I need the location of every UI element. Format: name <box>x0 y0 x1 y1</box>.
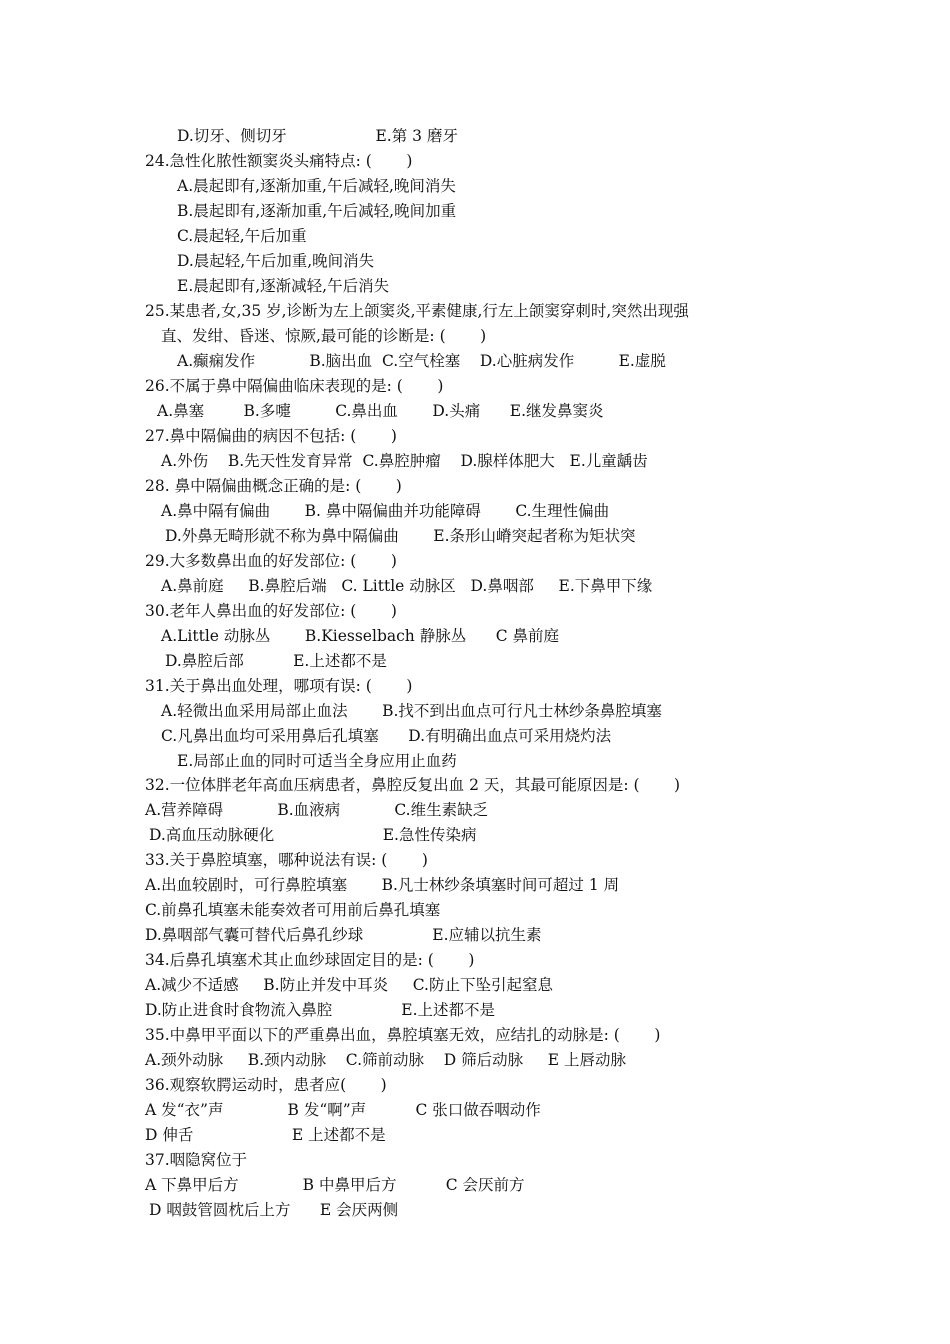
options-35: A.颈外动脉 B.颈内动脉 C.筛前动脉 D 筛后动脉 E 上唇动脉 <box>145 1051 626 1069</box>
option-24b: B.晨起即有,逐渐加重,午后减轻,晚间加重 <box>177 202 457 220</box>
question-25: 25.某患者,女,35 岁,诊断为左上颌窦炎,平素健康,行左上颌窦穿刺时,突然出现强 <box>145 302 689 320</box>
options-26: A.鼻塞 B.多嚏 C.鼻出血 D.头痛 E.继发鼻窦炎 <box>157 402 604 420</box>
options-36-line1: A 发“衣”声 B 发“啊”声 C 张口做吞咽动作 <box>145 1101 541 1119</box>
options-33-line1: A.出血较剧时，可行鼻腔填塞 B.凡士林纱条填塞时间可超过 1 周 <box>145 876 620 894</box>
options-28-line1: A.鼻中隔有偏曲 B. 鼻中隔偏曲并功能障碍 C.生理性偏曲 <box>161 502 610 520</box>
option-24a: A.晨起即有,逐渐加重,午后减轻,晚间消失 <box>177 177 456 195</box>
question-30: 30.老年人鼻出血的好发部位: ( ) <box>145 602 397 620</box>
options-33-line3: D.鼻咽部气囊可替代后鼻孔纱球 E.应辅以抗生素 <box>145 926 542 944</box>
options-33-line2: C.前鼻孔填塞未能奏效者可用前后鼻孔填塞 <box>145 901 441 919</box>
question-26: 26.不属于鼻中隔偏曲临床表现的是: ( ) <box>145 377 444 395</box>
options-27: A.外伤 B.先天性发育异常 C.鼻腔肿瘤 D.腺样体肥大 E.儿童龋齿 <box>161 452 648 470</box>
options-31-line2: C.凡鼻出血均可采用鼻后孔填塞 D.有明确出血点可采用烧灼法 <box>161 727 612 745</box>
options-28-line2: D.外鼻无畸形就不称为鼻中隔偏曲 E.条形山嵴突起者称为矩状突 <box>165 527 636 545</box>
question-27: 27.鼻中隔偏曲的病因不包括: ( ) <box>145 427 397 445</box>
options-37-line2: D 咽鼓管圆枕后上方 E 会厌两侧 <box>149 1201 399 1219</box>
options-30-line1: A.Little 动脉丛 B.Kiesselbach 静脉丛 C 鼻前庭 <box>161 627 560 645</box>
question-35: 35.中鼻甲平面以下的严重鼻出血，鼻腔填塞无效，应结扎的动脉是: ( ) <box>145 1026 661 1044</box>
question-37: 37.咽隐窝位于 <box>145 1151 248 1169</box>
option-24d: D.晨起轻,午后加重,晚间消失 <box>177 252 375 270</box>
options-31-line1: A.轻微出血采用局部止血法 B.找不到出血点可行凡士林纱条鼻腔填塞 <box>161 702 662 720</box>
question-31: 31.关于鼻出血处理，哪项有误: ( ) <box>145 677 413 695</box>
options-29: A.鼻前庭 B.鼻腔后端 C. Little 动脉区 D.鼻咽部 E.下鼻甲下缘 <box>161 577 653 595</box>
options-32-line1: A.营养障碍 B.血液病 C.维生素缺乏 <box>145 801 489 819</box>
option-24e: E.晨起即有,逐渐减轻,午后消失 <box>177 277 390 295</box>
options-32-line2: D.高血压动脉硬化 E.急性传染病 <box>149 826 477 844</box>
question-33: 33.关于鼻腔填塞，哪种说法有误: ( ) <box>145 851 428 869</box>
question-34: 34.后鼻孔填塞术其止血纱球固定目的是: ( ) <box>145 951 475 969</box>
options-34-line1: A.减少不适感 B.防止并发中耳炎 C.防止下坠引起窒息 <box>145 976 553 994</box>
options-34-line2: D.防止进食时食物流入鼻腔 E.上述都不是 <box>145 1001 496 1019</box>
options-37-line1: A 下鼻甲后方 B 中鼻甲后方 C 会厌前方 <box>145 1176 525 1194</box>
option-24c: C.晨起轻,午后加重 <box>177 227 307 245</box>
question-29: 29.大多数鼻出血的好发部位: ( ) <box>145 552 397 570</box>
options-31-line3: E.局部止血的同时可适当全身应用止血药 <box>177 752 457 770</box>
options-36-line2: D 伸舌 E 上述都不是 <box>145 1126 386 1144</box>
option-line-23d: D.切牙、侧切牙 E.第 3 磨牙 <box>177 127 458 145</box>
options-25: A.癫痫发作 B.脑出血 C.空气栓塞 D.心脏病发作 E.虚脱 <box>177 352 666 370</box>
question-36: 36.观察软腭运动时，患者应( ) <box>145 1076 387 1094</box>
question-24: 24.急性化脓性额窦炎头痛特点: ( ) <box>145 152 413 170</box>
question-25-cont: 直、发绀、昏迷、惊厥,最可能的诊断是: ( ) <box>161 327 487 345</box>
options-30-line2: D.鼻腔后部 E.上述都不是 <box>165 652 387 670</box>
question-28: 28. 鼻中隔偏曲概念正确的是: ( ) <box>145 477 402 495</box>
question-32: 32.一位体胖老年高血压病患者，鼻腔反复出血 2 天，其最可能原因是: ( ) <box>145 776 681 794</box>
